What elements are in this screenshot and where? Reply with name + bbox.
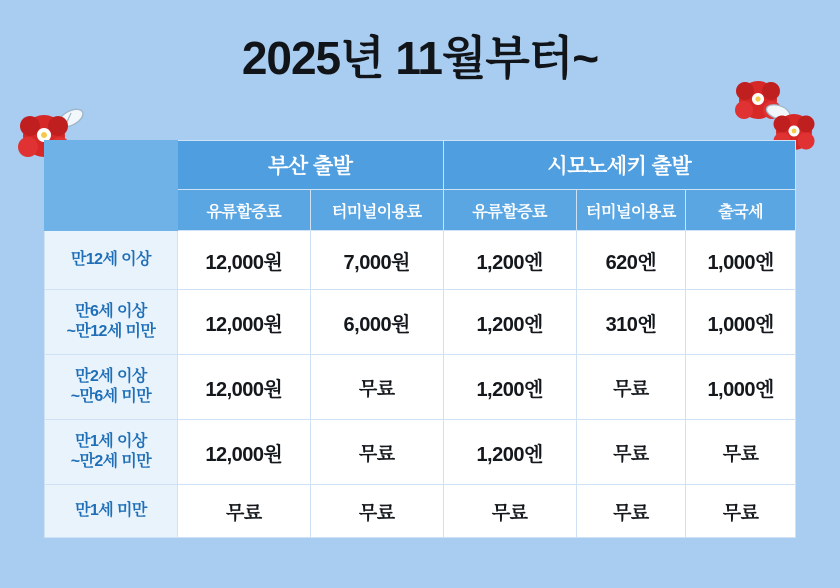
cell-fuel-busan: 무료 bbox=[177, 485, 310, 538]
table-row bbox=[45, 355, 796, 420]
row-label-line1: 만6세 이상 bbox=[75, 303, 147, 320]
cell-terminal-busan: 무료 bbox=[310, 485, 443, 538]
table-row bbox=[45, 290, 796, 355]
cell-fuel-shimonoseki: 1,200엔 bbox=[443, 355, 576, 420]
cell-terminal-busan: 무료 bbox=[310, 420, 443, 485]
cell-fuel-busan: 12,000원 bbox=[177, 231, 310, 290]
cell-fuel-shimonoseki: 1,200엔 bbox=[443, 420, 576, 485]
header-terminal-fee-busan: 터미널이용료 bbox=[310, 190, 443, 231]
header-corner-empty-2 bbox=[45, 190, 178, 231]
table-row bbox=[45, 231, 796, 290]
cell-terminal-shimonoseki: 620엔 bbox=[576, 231, 686, 290]
fare-table bbox=[44, 140, 796, 538]
header-group-busan: 부산 출발 bbox=[177, 141, 443, 190]
cell-terminal-busan: 6,000원 bbox=[310, 290, 443, 355]
table-header-row-departure bbox=[45, 141, 796, 190]
row-label-age-2-to-6 bbox=[45, 355, 178, 420]
cell-departure-tax: 무료 bbox=[686, 420, 796, 485]
row-label-line1: 만2세 이상 bbox=[75, 368, 147, 385]
row-label-age-1-to-2 bbox=[45, 420, 178, 485]
row-label-line1: 만1세 이상 bbox=[75, 433, 147, 450]
cell-fuel-busan: 12,000원 bbox=[177, 290, 310, 355]
cell-fuel-busan: 12,000원 bbox=[177, 355, 310, 420]
header-group-shimonoseki: 시모노세키 출발 bbox=[443, 141, 795, 190]
cell-terminal-busan: 무료 bbox=[310, 355, 443, 420]
table-header-row-fee-types bbox=[45, 190, 796, 231]
header-fuel-surcharge-shimonoseki: 유류할증료 bbox=[443, 190, 576, 231]
cell-terminal-shimonoseki: 310엔 bbox=[576, 290, 686, 355]
row-label-line1: 만1세 미만 bbox=[75, 502, 147, 519]
cell-departure-tax: 무료 bbox=[686, 485, 796, 538]
cell-terminal-shimonoseki: 무료 bbox=[576, 485, 686, 538]
row-label-age-12-plus bbox=[45, 231, 178, 290]
cell-fuel-shimonoseki: 1,200엔 bbox=[443, 231, 576, 290]
cell-terminal-shimonoseki: 무료 bbox=[576, 355, 686, 420]
header-corner-empty bbox=[45, 141, 178, 190]
row-label-under-1 bbox=[45, 485, 178, 538]
table-header bbox=[45, 141, 796, 231]
cell-departure-tax: 1,000엔 bbox=[686, 231, 796, 290]
cell-departure-tax: 1,000엔 bbox=[686, 290, 796, 355]
cell-fuel-shimonoseki: 무료 bbox=[443, 485, 576, 538]
cell-terminal-busan: 7,000원 bbox=[310, 231, 443, 290]
header-terminal-fee-shimonoseki: 터미널이용료 bbox=[576, 190, 686, 231]
cell-fuel-shimonoseki: 1,200엔 bbox=[443, 290, 576, 355]
table-body bbox=[45, 231, 796, 538]
page-title: 2025년 11월부터~ bbox=[241, 32, 599, 84]
cell-terminal-shimonoseki: 무료 bbox=[576, 420, 686, 485]
row-label-line2: ~만2세 미만 bbox=[70, 453, 152, 470]
table-row bbox=[45, 420, 796, 485]
cell-fuel-busan: 12,000원 bbox=[177, 420, 310, 485]
row-label-line2: ~만6세 미만 bbox=[70, 388, 152, 405]
row-label-line2: ~만12세 미만 bbox=[66, 323, 156, 340]
cell-departure-tax: 1,000엔 bbox=[686, 355, 796, 420]
row-label-line1: 만12세 이상 bbox=[71, 251, 151, 268]
fare-table-wrapper bbox=[44, 140, 796, 538]
row-label-age-6-to-12 bbox=[45, 290, 178, 355]
table-row bbox=[45, 485, 796, 538]
header-fuel-surcharge-busan: 유류할증료 bbox=[177, 190, 310, 231]
header-departure-tax: 출국세 bbox=[686, 190, 796, 231]
